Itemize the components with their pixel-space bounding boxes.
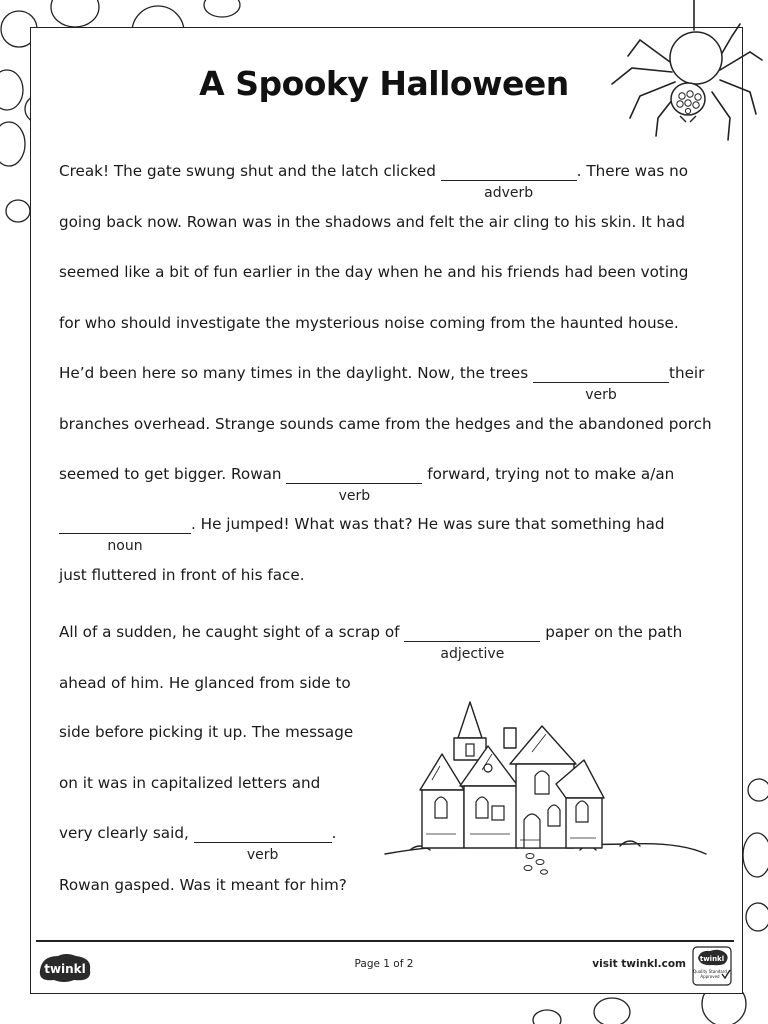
noun-input[interactable] bbox=[59, 517, 191, 534]
story-line-4: for who should investigate the mysterious noise coming from the haunted house. bbox=[59, 314, 679, 332]
page-number: Page 1 of 2 bbox=[354, 958, 414, 970]
blank-verb-2 bbox=[286, 467, 422, 504]
haunted-house-icon bbox=[380, 694, 710, 884]
blank-noun bbox=[59, 517, 191, 554]
story-line-8 bbox=[59, 514, 665, 554]
adverb-input[interactable] bbox=[441, 164, 577, 181]
verb-input-2[interactable] bbox=[286, 467, 422, 484]
story-text: All of a sudden, he caught sight of a scrap of bbox=[59, 623, 400, 641]
blank-adverb bbox=[441, 164, 577, 201]
page-title: A Spooky Halloween bbox=[199, 64, 569, 103]
story-text: very clearly said, bbox=[59, 824, 189, 842]
story-line-6: branches overhead. Strange sounds came from the hedges and the abandoned porch bbox=[59, 415, 712, 433]
story-line-2: going back now. Rowan was in the shadows and felt the air cling to his skin. It had bbox=[59, 213, 685, 231]
story-line-1 bbox=[59, 161, 689, 201]
blank-verb-3 bbox=[194, 826, 332, 863]
footer-divider bbox=[36, 940, 734, 942]
story-line-11: ahead of him. He glanced from side to bbox=[59, 674, 351, 692]
logo-text: twinkl bbox=[44, 962, 86, 976]
story-text: . He jumped! What was that? He was sure that something had bbox=[191, 515, 665, 533]
story-line-7 bbox=[59, 464, 675, 504]
site-link[interactable]: visit twinkl.com bbox=[592, 958, 686, 970]
verb-input-3[interactable] bbox=[194, 826, 332, 843]
story-line-14 bbox=[59, 823, 337, 863]
story-line-3: seemed like a bit of fun earlier in the day when he and his friends had been voting bbox=[59, 263, 689, 281]
story-text: forward, trying not to make a/an bbox=[427, 465, 675, 483]
blank-hint: verb bbox=[338, 488, 371, 504]
blank-hint: noun bbox=[107, 538, 143, 554]
story-text: He’d been here so many times in the daylight. Now, the trees bbox=[59, 364, 529, 382]
story-line-12: side before picking it up. The message bbox=[59, 723, 354, 741]
story-text: paper on the path bbox=[545, 623, 683, 641]
blank-hint: verb bbox=[246, 847, 279, 863]
blank-hint: adverb bbox=[484, 185, 534, 201]
story-line-15: Rowan gasped. Was it meant for him? bbox=[59, 876, 347, 894]
story-line-5 bbox=[59, 363, 705, 403]
story-line-13: on it was in capitalized letters and bbox=[59, 774, 321, 792]
story-line-10 bbox=[59, 622, 683, 662]
blank-hint: adjective bbox=[440, 646, 505, 662]
story-text: Creak! The gate swung shut and the latch clicked bbox=[59, 162, 436, 180]
blank-verb-1 bbox=[533, 366, 669, 403]
blank-adjective bbox=[404, 625, 540, 662]
story-line-9: just fluttered in front of his face. bbox=[59, 566, 305, 584]
adjective-input[interactable] bbox=[404, 625, 540, 642]
quality-badge-icon bbox=[692, 946, 732, 986]
verb-input-1[interactable] bbox=[533, 366, 669, 383]
badge-line-1: Quality Standard bbox=[693, 969, 727, 974]
story-text: seemed to get bigger. Rowan bbox=[59, 465, 282, 483]
blank-hint: verb bbox=[585, 387, 617, 403]
badge-line-2: Approved bbox=[700, 974, 720, 979]
badge-brand: twinkl bbox=[699, 955, 725, 963]
story-text: their bbox=[668, 364, 705, 382]
story-text: . There was no bbox=[576, 162, 689, 180]
story-text: . bbox=[331, 824, 337, 842]
